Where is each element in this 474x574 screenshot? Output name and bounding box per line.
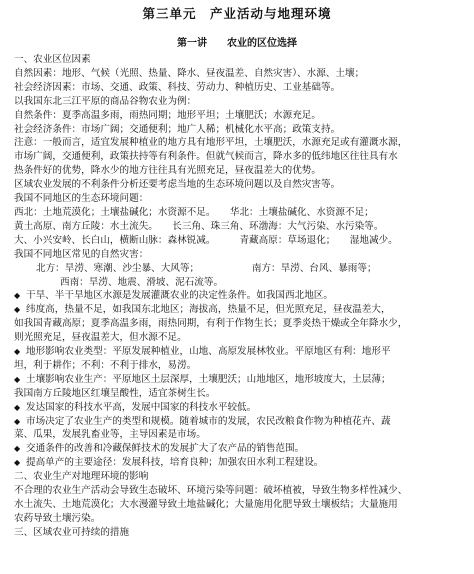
text-line: 社会经济条件：市场广阔；交通便利；地广人稀；机械化水平高；政策支持。 [14,123,341,135]
unit-title: 第三单元 产业活动与地理环境 [142,6,332,21]
text-line: 注意：一般而言，适宜发展种植业的地方具有地形平坦，土壤肥沃，水源充足或有灌溉水源， [14,137,408,149]
bullet-line: ◆ 纬度高，热量不足，如我国东北地区；海拔高，热量不足，但光照充足，昼夜温差大， [14,303,460,317]
text-line: 我国不同地区的生态环境问题： [14,193,149,205]
bullet-line: ◆ 市场决定了农业生产的类型和规模。随着城市的发展，农民改粮食作物为种植花卉、蔬 [14,415,460,429]
text-line: 则光照充足，昼夜温差大，但水源不足。 [14,332,187,344]
text-line: 坦，利于耕作；不利：不利于排水，易涝。 [14,359,197,371]
bullet-line: ◆ 提高单产的主要途径：发展科技，培育良种；加强农田水利工程建设。 [14,456,460,470]
text-line: 黄土高原、南方丘陵：水土流失。 长三角、珠三角、环渤海：大气污染、水污染等。 [14,220,384,232]
text-line: 大、小兴安岭、长白山，横断山脉：森林锐减。 青藏高原：草场退化； 湿地减少。 [14,234,398,246]
text-line: 自然因素：地形、气候（光照、热量、降水、昼夜温差、自然灾害）、水源、土壤； [14,67,365,79]
text-line: 不合理的农业生产活动会导致生态破坏、环境污染等问题：破坏植被，导致生物多样性减少、 [14,485,408,497]
text-line: 区域农业发展的不利条件分析还要考虑当地的生态环境问题以及自然灾害等。 [14,179,341,191]
text-line: 西北：土地荒漠化；土壤盐碱化；水资源不足。 华北：土壤盐碱化、水资源不足； [14,206,374,218]
text-line: 我国不同地区常见的自然灾害： [14,248,149,260]
text-line: 热条件好的优势，降水少的地方往往具有光照充足，昼夜温差大的优势。 [14,165,321,177]
lecture-title: 第一讲 农业的区位选择 [177,38,297,49]
text-line: 农药导致土壤污染。 [14,512,101,524]
text-line: 三、区域农业可持续的措施 [14,526,130,538]
text-line: 市场广阔，交通便利，政策扶持等有利条件。但就气候而言，降水多的低纬地区往往具有水 [14,151,398,163]
bullet-line: ◆ 交通条件的改善和冷藏保鲜技术的发展扩大了农产品的销售范围。 [14,442,460,456]
text-line: 西南：旱涝、地震、滑坡、泥石流等。 [60,276,224,288]
bullet-line: ◆ 发达国家的科技水平高，发展中国家的科技水平较低。 [14,401,460,415]
text-line: 北方：旱涝、寒潮、沙尘暴、大风等； 南方：旱涝、台风、暴雨等； [36,262,377,274]
text-line: 如我国青藏高原；夏季高温多雨，雨热同期，有利于作物生长；夏季炎热干燥或全年降水少， [14,318,408,330]
text-line: 社会经济因素：市场、交通、政策、科技、劳动力、种植历史、工业基础等。 [14,81,341,93]
text-line: 一、农业区位因素 [14,54,91,65]
text-line: 二、农业生产对地理环境的影响 [14,471,149,483]
text-line: 我国南方丘陵地区红壤呈酸性，适宜茶树生长。 [14,387,216,399]
bullet-line: ◆ 干旱、半干旱地区水源是发展灌溉农业的决定性条件。如我国西北地区。 [14,289,460,303]
bullet-line: ◆ 地形影响农业类型：平原发展种植业，山地、高原发展林牧业。平原地区有利：地形平 [14,345,460,359]
text-line: 以我国东北三江平原的商品谷物农业为例： [14,95,197,107]
text-line: 菜、瓜果，发展乳畜业等，主导因素是市场。 [14,429,206,441]
text-line: 自然条件：夏季高温多雨，雨热同期；地形平坦；土壤肥沃；水源充足。 [14,109,321,121]
document-body [14,53,460,540]
bullet-line: ◆ 土壤影响农业生产：平原地区土层深厚，土壤肥沃；山地地区，地形坡度大，土层薄； [14,373,460,387]
text-line: 水土流失、土地荒漠化；大水漫灌导致土地盐碱化；大量施用化肥导致土壤板结；大量施用 [14,499,398,510]
